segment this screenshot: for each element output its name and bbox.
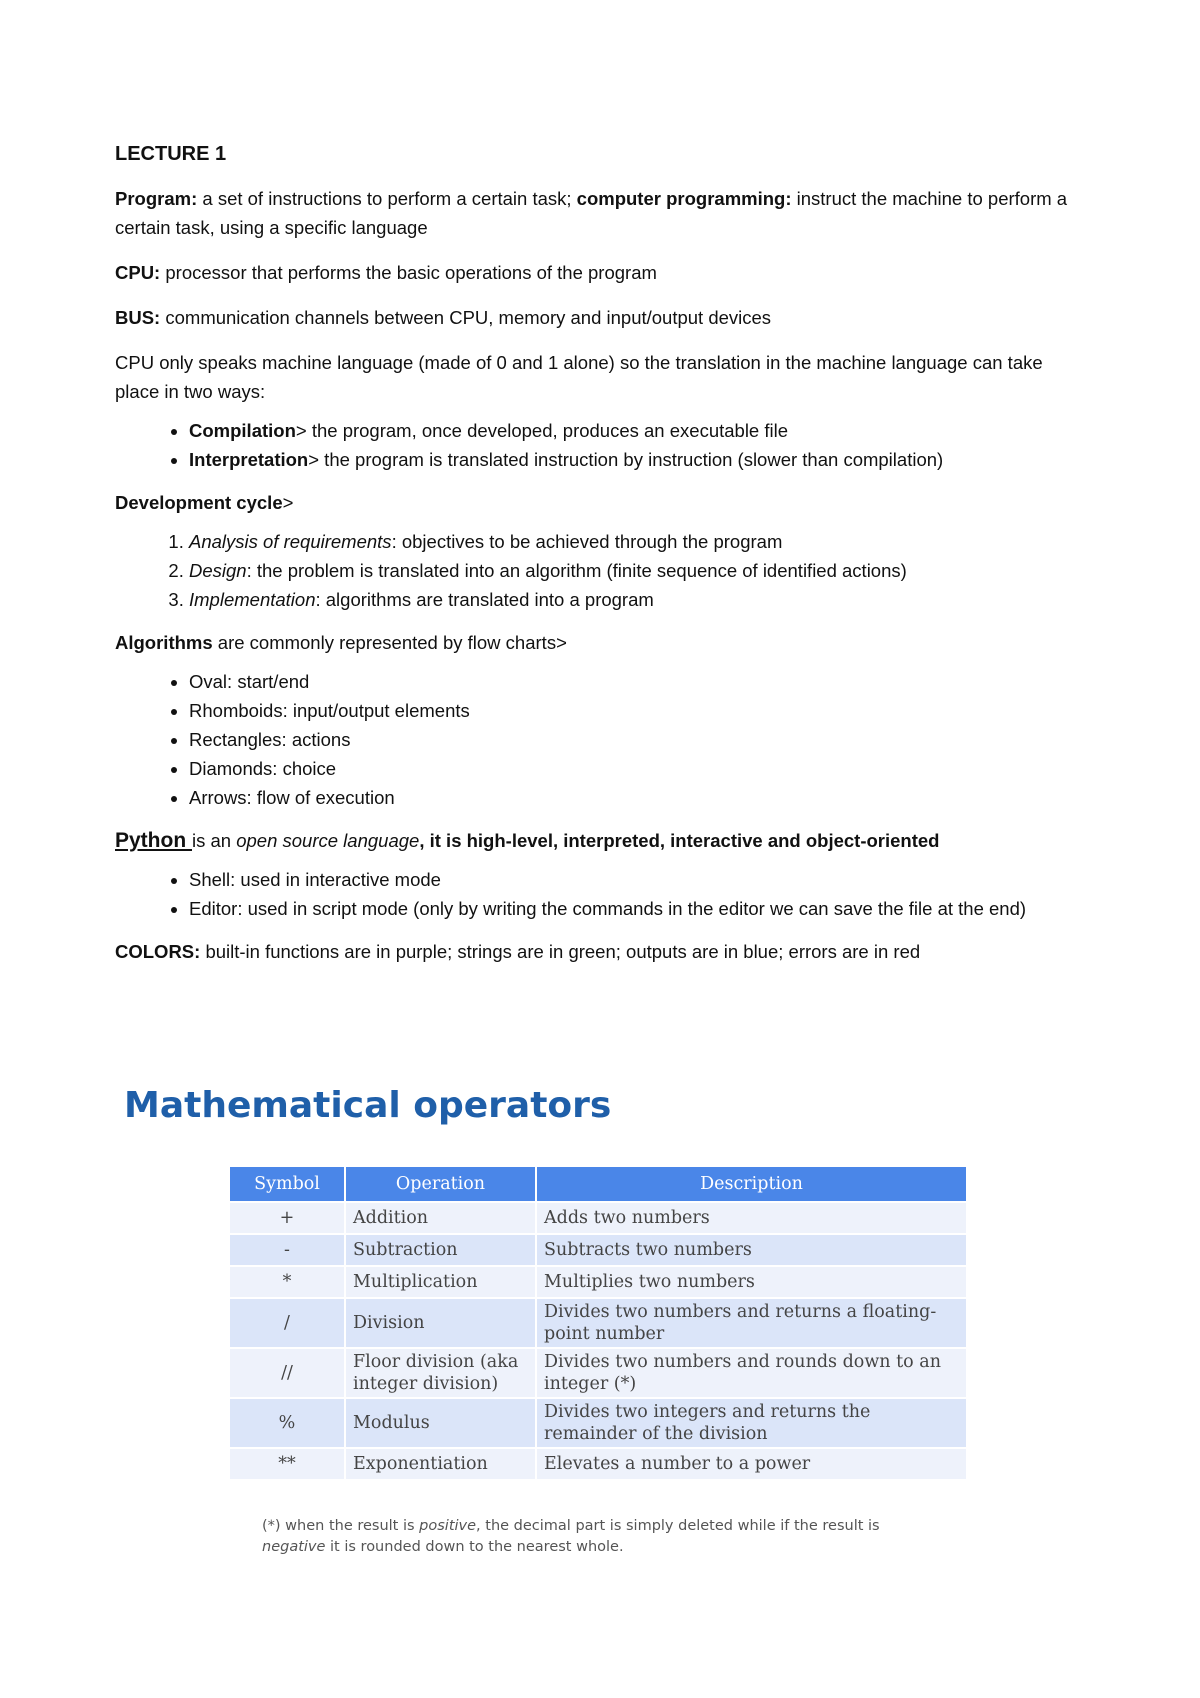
footnote-text: (*) when the result is bbox=[262, 1518, 420, 1534]
development-cycle-suffix: > bbox=[282, 492, 294, 513]
flowchart-items-list bbox=[115, 667, 1085, 812]
interpretation-term: Interpretation bbox=[189, 449, 309, 470]
bus-text: communication channels between CPU, memory and input/output devices bbox=[160, 307, 772, 328]
list-item bbox=[189, 416, 1085, 445]
lecture-title: LECTURE 1 bbox=[115, 143, 227, 165]
python-italic: open source language bbox=[236, 830, 420, 851]
cpu-text: processor that performs the basic operations of the program bbox=[160, 262, 657, 283]
cpu-language-paragraph: CPU only speaks machine language (made of 0 and 1 alone) so the translation in the machine language can take place in two ways: bbox=[115, 352, 1043, 402]
list-item: • Editor: used in script mode (only by writing the commands in the editor we can save the file at the end) bbox=[189, 894, 1085, 923]
document-body bbox=[115, 140, 1085, 982]
development-steps-list bbox=[115, 527, 1085, 614]
cell-symbol: + bbox=[230, 1203, 344, 1233]
list-item bbox=[189, 527, 1085, 556]
python-modes-list bbox=[115, 865, 1085, 923]
compilation-term: Compilation bbox=[189, 420, 296, 441]
operators-table bbox=[228, 1165, 968, 1481]
computer-programming-term: computer programming: bbox=[576, 188, 792, 209]
list-item: • Shell: used in interactive mode bbox=[189, 865, 1085, 894]
math-operators-title: Mathematical operators bbox=[124, 1085, 612, 1126]
cell-operation: Exponentiation bbox=[346, 1449, 535, 1479]
table-row bbox=[230, 1399, 966, 1447]
computer-programming-text: instruct the machine to perform a certain task, using a specific language bbox=[115, 188, 1068, 238]
list-item: • Oval: start/end bbox=[189, 667, 1085, 696]
cell-operation: Subtraction bbox=[346, 1235, 535, 1265]
cell-operation: Modulus bbox=[346, 1399, 535, 1447]
cell-description: Divides two numbers and returns a floating-point number bbox=[537, 1299, 966, 1347]
colors-paragraph bbox=[115, 937, 1085, 966]
python-bold: , it is high-level, interpreted, interactive and object-oriented bbox=[419, 830, 940, 851]
cell-description: Divides two numbers and rounds down to an integer (*) bbox=[537, 1349, 966, 1397]
algorithms-text: are commonly represented by flow charts> bbox=[212, 632, 567, 653]
cell-description: Elevates a number to a power bbox=[537, 1449, 966, 1479]
colors-term: COLORS: bbox=[115, 941, 201, 962]
compilation-text: > the program, once developed, produces an executable file bbox=[295, 420, 789, 441]
table-row bbox=[230, 1449, 966, 1479]
header-operation: Operation bbox=[346, 1167, 535, 1201]
footnote-text: , the decimal part is simply deleted while if the result is bbox=[476, 1518, 880, 1534]
list-item bbox=[189, 445, 1085, 474]
translation-ways-list bbox=[115, 416, 1085, 474]
step-text: : the problem is translated into an algorithm (finite sequence of identified actions) bbox=[246, 560, 907, 581]
step-text: : objectives to be achieved through the program bbox=[391, 531, 783, 552]
python-paragraph bbox=[115, 826, 1085, 855]
algorithms-paragraph bbox=[115, 628, 1085, 657]
cell-symbol: * bbox=[230, 1267, 344, 1297]
cell-symbol: // bbox=[230, 1349, 344, 1397]
cell-symbol: % bbox=[230, 1399, 344, 1447]
python-text: is an bbox=[192, 830, 237, 851]
bus-definition bbox=[115, 303, 1085, 332]
list-item: • Arrows: flow of execution bbox=[189, 783, 1085, 812]
program-definition bbox=[115, 184, 1085, 242]
cell-operation: Division bbox=[346, 1299, 535, 1347]
cell-description: Subtracts two numbers bbox=[537, 1235, 966, 1265]
bus-term: BUS: bbox=[115, 307, 161, 328]
step-text: : algorithms are translated into a program bbox=[315, 589, 654, 610]
list-item bbox=[189, 585, 1085, 614]
cell-description: Divides two integers and returns the remainder of the division bbox=[537, 1399, 966, 1447]
cell-symbol: - bbox=[230, 1235, 344, 1265]
table-header-row bbox=[230, 1167, 966, 1201]
table-row bbox=[230, 1203, 966, 1233]
list-item: • Diamonds: choice bbox=[189, 754, 1085, 783]
header-description: Description bbox=[537, 1167, 966, 1201]
cpu-term: CPU: bbox=[115, 262, 161, 283]
cell-operation: Multiplication bbox=[346, 1267, 535, 1297]
step-term: Design bbox=[189, 560, 247, 581]
cell-description: Multiplies two numbers bbox=[537, 1267, 966, 1297]
list-item: • Rectangles: actions bbox=[189, 725, 1085, 754]
table-footnote bbox=[262, 1516, 942, 1558]
table-row bbox=[230, 1299, 966, 1347]
development-cycle-heading bbox=[115, 488, 1085, 517]
development-cycle-term: Development cycle bbox=[115, 492, 283, 513]
program-text: a set of instructions to perform a certain task; bbox=[197, 188, 577, 209]
step-term: Implementation bbox=[189, 589, 316, 610]
cell-description: Adds two numbers bbox=[537, 1203, 966, 1233]
table-row bbox=[230, 1267, 966, 1297]
footnote-italic: positive bbox=[419, 1518, 477, 1534]
table-row bbox=[230, 1235, 966, 1265]
list-item bbox=[189, 556, 1085, 585]
algorithms-term: Algorithms bbox=[115, 632, 213, 653]
python-term: Python bbox=[115, 829, 192, 852]
list-item: • Rhomboids: input/output elements bbox=[189, 696, 1085, 725]
colors-text: built-in functions are in purple; strings are in green; outputs are in blue; errors are in red bbox=[200, 941, 921, 962]
program-term: Program: bbox=[115, 188, 198, 209]
cell-operation: Floor division (aka integer division) bbox=[346, 1349, 535, 1397]
cell-operation: Addition bbox=[346, 1203, 535, 1233]
footnote-italic: negative bbox=[262, 1539, 326, 1555]
header-symbol: Symbol bbox=[230, 1167, 344, 1201]
cell-symbol: / bbox=[230, 1299, 344, 1347]
cell-symbol: ** bbox=[230, 1449, 344, 1479]
step-term: Analysis of requirements bbox=[189, 531, 392, 552]
cpu-definition bbox=[115, 258, 1085, 287]
interpretation-text: > the program is translated instruction by instruction (slower than compilation) bbox=[308, 449, 944, 470]
footnote-text: it is rounded down to the nearest whole. bbox=[325, 1539, 624, 1555]
table-row bbox=[230, 1349, 966, 1397]
